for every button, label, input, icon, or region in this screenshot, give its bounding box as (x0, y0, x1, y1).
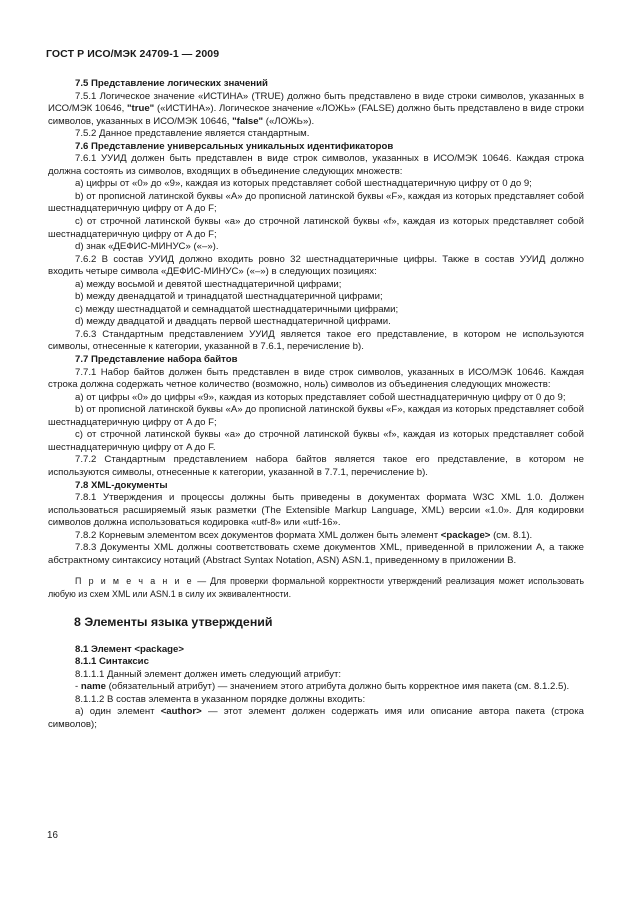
page-number: 16 (47, 830, 58, 841)
body-paragraph: 7.8.3 Документы XML должны соответствовать схеме документов XML, приведенной в приложении A, а также абстрактному синтаксису нотаций (Abstract Syntax Notation, ASN) ASN.1, приведенному в приложении B. (48, 542, 584, 566)
bold-term: "true" (127, 103, 155, 115)
section-heading: 8 Элементы языка утверждений (74, 614, 273, 629)
body-paragraph: a) цифры от «0» до «9», каждая из которых представляет собой шестнадцатеричную цифру от 0 до 9; (75, 178, 532, 190)
text-run: — этот элемент должен содержать имя или описание автора пакета (строка символов); (48, 706, 584, 731)
text-run: a) один элемент (75, 706, 161, 718)
bold-term: name (80, 681, 106, 693)
note-paragraph (48, 575, 584, 599)
text-run: 7.8.2 Корневым элементом всех документов формата XML должен быть элемент (75, 529, 441, 541)
body-paragraph: 7.5.2 Данное представление является стандартным. (75, 128, 310, 140)
bold-term: "false" (232, 115, 264, 127)
body-paragraph (48, 706, 584, 731)
document-header: ГОСТ Р ИСО/МЭК 24709-1 — 2009 (46, 48, 220, 60)
body-paragraph: 7.6.1 УУИД должен быть представлен в виде строк символов, указанных в ИСО/МЭК 10646. Каждая строка должна состоять из символов, входящих в объединение следующих множеств: (48, 153, 584, 177)
text-run: - (75, 681, 81, 693)
body-paragraph: 7.7.2 Стандартным представлением набора байтов является такое его представление, в котором не используются символы, отнесенные к категории, указанной в 7.7.1, перечисление b). (48, 454, 584, 478)
body-paragraph: a) от цифры «0» до цифры «9», каждая из которых представляет собой шестнадцатеричную цифру от 0 до 9; (75, 391, 566, 403)
body-paragraph: 7.6.2 В состав УУИД должно входить ровно 32 шестнадцатеричные цифры. Также в состав УУИД должно входить четыре символа «ДЕФИС-МИНУС» («–») в следующих позициях: (48, 253, 584, 278)
note-text: — Для проверки формальной корректности утверждений реализация может использовать любую из схем XML или ASN.1 в силу их эквивалентности. (48, 576, 584, 599)
body-paragraph (48, 91, 584, 129)
body-paragraph: c) между шестнадцатой и семнадцатой шестнадцатеричными цифрами; (75, 303, 399, 315)
body-paragraph: c) от строчной латинской буквы «a» до строчной латинской буквы «f», каждая из которых представляет собой шестнадцатеричную цифру от A до F; (48, 216, 584, 240)
body-paragraph: b) от прописной латинской буквы «A» до прописной латинской буквы «F», каждая из которых представляет собой шестнадцатеричную цифру от A до F; (48, 190, 584, 215)
body-paragraph: 7.8.1 Утверждения и процессы должны быть приведены в документах формата W3C XML 1.0. Должен использоваться расширяемый язык разметки (The Extensible Markup Language, XML) версии «1.0». Для кодировки символов должна использоваться кодировка «utf-8» или «utf-16». (48, 492, 584, 529)
body-paragraph: b) между двенадцатой и тринадцатой шестнадцатеричной цифрами; (75, 291, 383, 303)
body-paragraph: 7.6.3 Стандартным представлением УУИД является такое его представление, в котором не используются символы, отнесенные к категории, указанной в 7.6.1, перечисление b). (48, 328, 584, 353)
body-paragraph: d) между двадцатой и двадцать первой шестнадцатеричной цифрами. (75, 316, 391, 328)
body-paragraph: c) от строчной латинской буквы «a» до строчной латинской буквы «f», каждая из которых представляет собой шестнадцатеричную цифру от A до F. (48, 429, 584, 453)
subsection-heading: 7.8 XML-документы (75, 479, 168, 491)
text-run: («ЛОЖЬ»). (263, 115, 315, 127)
bold-term: <package> (440, 529, 491, 541)
text-run: (см. 8.1). (490, 529, 533, 541)
body-paragraph: b) от прописной латинской буквы «A» до прописной латинской буквы «F», каждая из которых представляет собой шестнадцатеричную цифру от A до F; (48, 404, 584, 428)
body-paragraph: a) между восьмой и девятой шестнадцатеричной цифрами; (75, 278, 342, 290)
body-paragraph: 8.1.1.2 В состав элемента в указанном порядке должны входить: (75, 693, 366, 705)
text-run: (обязательный атрибут) — значением этого атрибута должно быть корректное имя пакета (см. 8.1.2.5). (105, 681, 570, 693)
bold-term: <author> (160, 706, 202, 718)
subsection-heading: 8.1 Элемент <package> (75, 643, 184, 655)
text-run: 7.5.1 Логическое значение «ИСТИНА» (TRUE) должно быть представлено в виде строки символов, указанных в ИСО/МЭК 10646, (48, 90, 584, 115)
note-label: П р и м е ч а н и е (75, 576, 194, 587)
document-body (48, 78, 584, 732)
text-run: («ИСТИНА»). Логическое значение «ЛОЖЬ» (FALSE) должно быть представлено в виде строки символов, указанных в ИСО/МЭК 10646, (48, 103, 584, 127)
subsection-heading: 8.1.1 Синтаксис (75, 656, 149, 668)
body-paragraph (48, 530, 584, 543)
body-paragraph (48, 681, 584, 694)
body-paragraph: d) знак «ДЕФИС-МИНУС» («–»). (75, 241, 219, 253)
subsection-heading: 7.6 Представление универсальных уникальных идентификаторов (75, 140, 394, 152)
subsection-heading: 7.7 Представление набора байтов (75, 354, 238, 366)
subsection-heading: 7.5 Представление логических значений (75, 78, 268, 89)
body-paragraph: 7.7.1 Набор байтов должен быть представлен в виде строк символов, указанных в ИСО/МЭК 10646. Каждая строка должна содержать четное количество (возможно, ноль) символов из объединения следующих множеств: (48, 366, 584, 391)
body-paragraph: 8.1.1.1 Данный элемент должен иметь следующий атрибут: (75, 668, 342, 680)
